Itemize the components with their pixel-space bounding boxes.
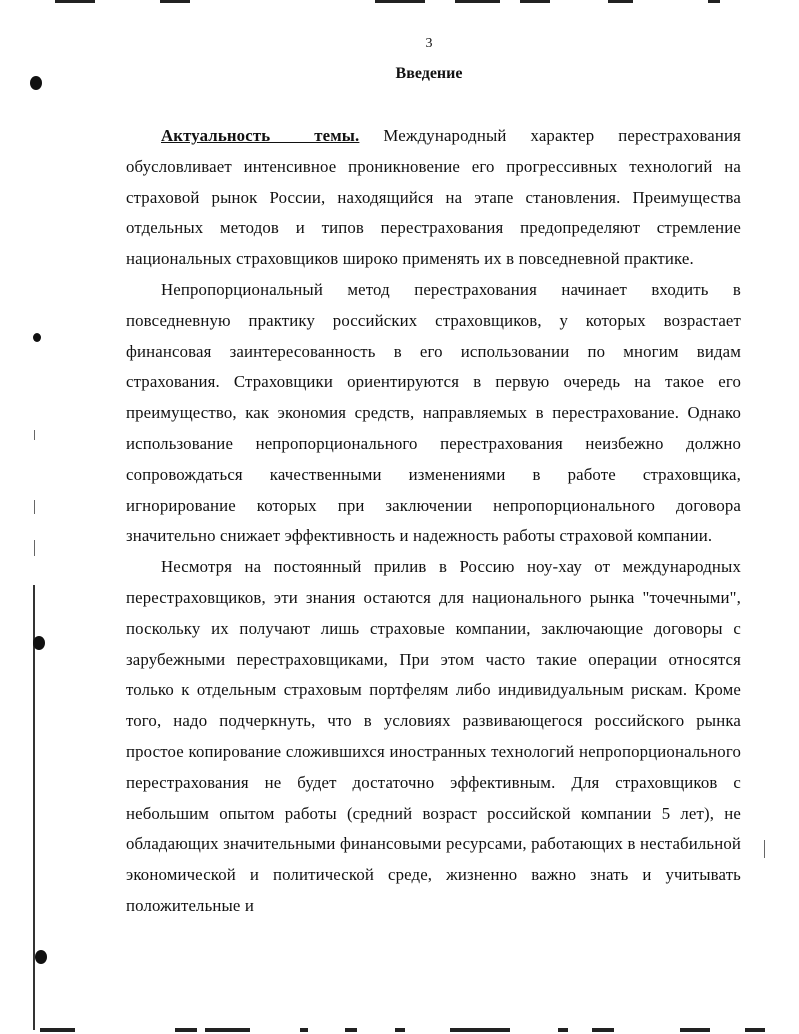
page-title: Введение (395, 65, 463, 82)
punch-hole-mark (33, 333, 41, 342)
punch-hole-mark (35, 950, 47, 964)
scan-left-rule (33, 585, 35, 1030)
relevance-heading: Актуальность темы. (161, 126, 360, 145)
paragraph-text: Международный характер перестрахования обусловливает интенсивное проникновение его прогрессивных технологий на страховой рынок России, находящийся на этапе становления. Преимущества отдельных методов и типов перестрахования предопределяют стремление национальных страховщиков широко применять их в повседневной практике. (126, 126, 742, 269)
scan-edge-bottom (0, 1024, 799, 1034)
paragraph: Несмотря на постоянный прилив в Россию ноу-хау от международных перестраховщиков, эти знания остаются для национального рынка "точечными", поскольку их получают лишь страховые компании, заключающие договоры с зарубежными перестраховщиками, При этом часто такие операции относятся только к отдельным страховым портфелям либо индивидуальным рискам. Кроме того, надо подчеркнуть, что в условиях развивающегося российского рынка простое копирование сложившихся иностранных технологий непропорционального перестрахования не будет достаточно эффективным. Для страховщиков с небольшим опытом работы (средний возраст российской компании 5 лет), не обладающих значительными финансовыми ресурсами, работающих в нестабильной экономической и политической среде, жизненно важно знать и учитывать положительные и (126, 557, 741, 915)
scan-edge-top (0, 0, 799, 10)
body-text (126, 121, 741, 922)
page-number: 3 (425, 36, 433, 51)
paragraph-relevance (126, 121, 741, 275)
punch-hole-mark (33, 636, 45, 650)
paragraph: Непропорциональный метод перестрахования начинает входить в повседневную практику российских страховщиков, у которых возрастает финансовая заинтересованность в его использовании по многим видам страхования. Страховщики ориентируются в первую очередь на такое его преимущество, как экономия средств, направляемых в перестрахование. Однако использование непропорционального перестрахования неизбежно должно сопровождаться качественными изменениями в работе страховщика, игнорирование которых при заключении непропорционального договора значительно снижает эффективность и надежность работы страховой компании. (126, 279, 741, 546)
